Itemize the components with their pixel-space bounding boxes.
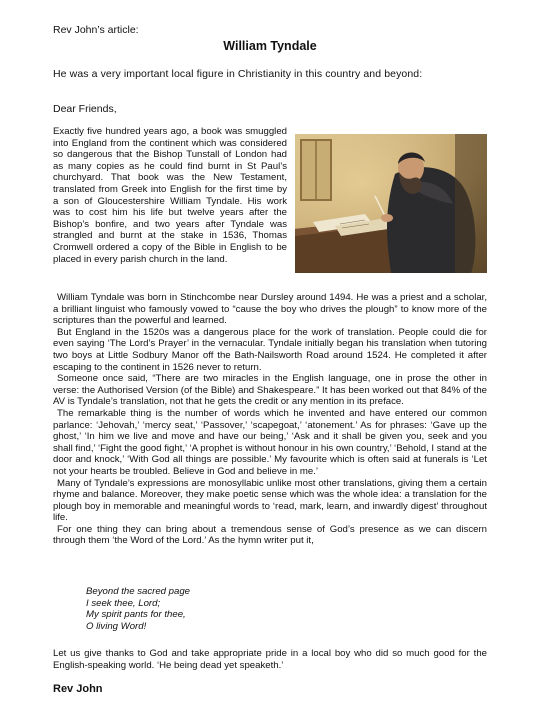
tyndale-painting xyxy=(295,134,487,273)
intro-column xyxy=(53,126,287,265)
poem-line: My spirit pants for thee, xyxy=(86,609,186,621)
paragraph-birth: William Tyndale was born in Stinchcombe near Dursley around 1494. He was a priest and a scholar, a brilliant linguist who famously vowed to “cause the boy who drives the plough” to know more of the scriptures than the powerful and learned. xyxy=(53,292,487,327)
intro-paragraph: Exactly five hundred years ago, a book was smuggled into England from the continent which was considered so dangerous that the Bishop Tunstall of London had as many copies as he could find burnt in St Paul’s churchyard. That book was the New Testament, translated from Greek into English for the first time by a son of Gloucestershire William Tyndale. His work was to cost him his life but twelve years after the Bishop’s bonfire, and two years after Tyndale was strangled and burnt at the stake in 1536, Thomas Cromwell ordered a copy of the Bible in English to be placed in every parish church in the land. xyxy=(53,126,287,265)
paragraph-expressions: Many of Tyndale’s expressions are monosyllabic unlike most other translations, giving them a certain rhyme and balance. Moreover, they make poetic sense which was the whole idea: a translation for the plough boy in memorable and meaningful words to ‘read, mark, learn, and inwardly digest’ throughout life. xyxy=(53,477,487,524)
poem-line: I seek thee, Lord; xyxy=(86,597,161,609)
signoff: Rev John xyxy=(53,683,103,695)
closing-paragraph: Let us give thanks to God and take appropriate pride in a local boy who did so much good for the English-speaking world. ‘He being dead yet speaketh.’ xyxy=(53,648,487,671)
paragraph-miracles: Someone once said, “There are two miracles in the English language, one in prose the other in verse: the Authorised Version (of the Bible) and Shakespeare.” It has been worked out that 84% of the AV is Tyndale’s translation, not that he gets the credit or any mention in its preface. xyxy=(53,373,487,408)
article-kicker: Rev John’s article: xyxy=(53,24,139,36)
hymn-quote xyxy=(86,586,190,632)
body-column xyxy=(53,292,487,547)
painting-illustration xyxy=(295,134,487,273)
poem-line: O living Word! xyxy=(86,620,147,632)
article-subtitle: He was a very important local figure in Christianity in this country and beyond: xyxy=(53,68,423,80)
salutation: Dear Friends, xyxy=(53,103,117,115)
article-title: William Tyndale xyxy=(223,39,317,53)
poem-line: Beyond the sacred page xyxy=(86,586,191,597)
paragraph-presence: For one thing they can bring about a tremendous sense of God’s presence as we can discern through them ‘the Word of the Lord.’ As the hymn writer put it, xyxy=(53,523,487,547)
paragraph-words: The remarkable thing is the number of words which he invented and have entered our common parlance: ‘Jehovah,’ ‘mercy seat,’ ‘Passover,’ ‘scapegoat,’ ‘atonement.’ As for phrases: ‘Gave up the ghost,’ ‘In him we live and move and have our being,’ ‘Ask and it shall be given you, seek and you shall find,’ ‘Fight the good fight,’ ‘A prophet is without honour in his own country,’ ‘Behold, I stand at the door and knock,’ ‘With God all things are possible.’ My favourite which is often said at funerals is ‘Let not your hearts be troubled. Believe in God and believe in me.’ xyxy=(53,407,487,477)
paragraph-translation: But England in the 1520s was a dangerous place for the work of translation. People could die for even saying ‘The Lord’s Prayer’ in the vernacular. Tyndale initially began his translation when tutoring two boys at Little Sodbury Manor off the Bath-Nailsworth Road around 1524. He completed it after escaping to the continent in 1526 never to return. xyxy=(53,326,487,373)
